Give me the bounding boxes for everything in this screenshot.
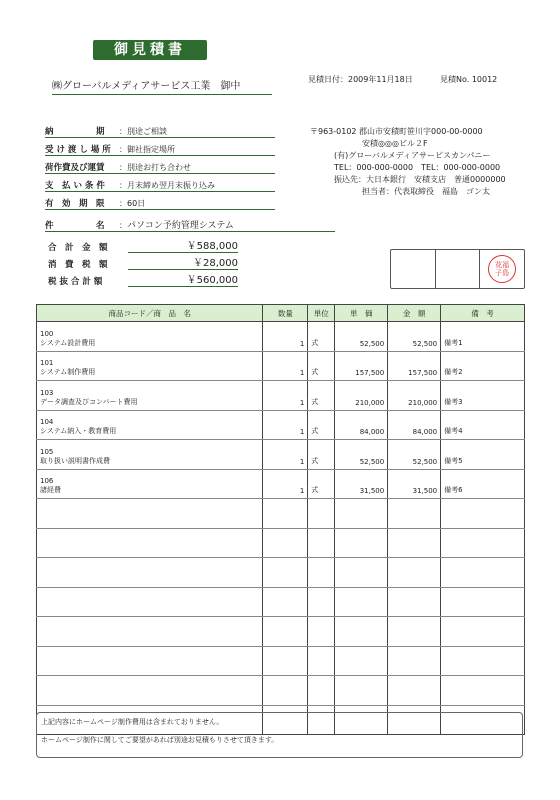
table-row-empty xyxy=(37,676,525,706)
total-value: ￥560,000 xyxy=(128,271,238,287)
qty-cell: 1 xyxy=(263,351,308,381)
stamp-cell xyxy=(436,250,481,288)
remark-line: 上記内容にホームページ制作費用は含まれておりません。 xyxy=(41,718,224,726)
table-header-row xyxy=(37,305,525,322)
total-value: ￥28,000 xyxy=(128,254,238,270)
term-label: 受 け 渡 し 場 所 xyxy=(45,145,111,155)
total-row xyxy=(48,236,238,253)
table-row xyxy=(37,351,525,381)
total-row xyxy=(48,253,238,270)
subject-label: 件 名 xyxy=(45,221,105,231)
price-cell: 52,500 xyxy=(335,322,388,352)
remarks-box xyxy=(36,712,523,758)
term-row: 納 期 ： 別途ご相談 xyxy=(45,121,275,138)
term-value: 御社指定場所 xyxy=(127,145,175,154)
stamp-cell xyxy=(391,250,436,288)
term-row: 支 払 い 条 件 ： 月末締め翌月末振り込み xyxy=(45,174,275,192)
stamp-cell xyxy=(480,250,524,288)
issuer-postal: 〒963-0102 郡山市安積町笹川字000-00-0000 xyxy=(310,127,483,136)
term-label: 納 期 xyxy=(45,127,105,137)
header-product: 商品コード／商 品 名 xyxy=(37,305,263,322)
table-row-empty xyxy=(37,646,525,676)
price-cell: 210,000 xyxy=(335,381,388,411)
header-unit: 単位 xyxy=(308,305,335,322)
amount-cell: 157,500 xyxy=(388,351,441,381)
product-cell: 105 取り扱い説明書作成費 xyxy=(37,440,263,470)
remark-line: ホームページ制作に関してご要望があれば別途お見積もりさせて頂きます。 xyxy=(41,736,279,744)
header-note: 備 考 xyxy=(441,305,525,322)
issuer-person: 担当者：代表取締役 福島 ゴン太 xyxy=(362,187,490,196)
qty-cell: 1 xyxy=(263,469,308,499)
term-label: 有 効 期 限 xyxy=(45,199,105,209)
total-label: 消 費 税 額 xyxy=(48,260,108,270)
unit-cell: 式 xyxy=(308,440,335,470)
subject-row: 件 名 ： パソコン予約管理システム xyxy=(45,216,335,232)
note-cell: 備考4 xyxy=(441,410,525,440)
table-row-empty xyxy=(37,499,525,529)
customer-name: ㈱グローバルメディアサービス工業 御中 xyxy=(52,77,272,95)
table-row xyxy=(37,322,525,352)
qty-cell: 1 xyxy=(263,322,308,352)
price-cell: 52,500 xyxy=(335,440,388,470)
total-label: 税 抜 合 計 額 xyxy=(48,277,103,287)
estimate-number: 見積No. 10012 xyxy=(440,75,498,84)
product-cell: 106 諸経費 xyxy=(37,469,263,499)
company-seal-icon: 花福 子島 xyxy=(488,255,516,283)
term-value: 60日 xyxy=(127,199,146,208)
total-value: ￥588,000 xyxy=(128,237,238,253)
terms-block xyxy=(45,121,275,210)
unit-cell: 式 xyxy=(308,410,335,440)
subject-value: パソコン予約管理システム xyxy=(127,221,234,231)
amount-cell: 52,500 xyxy=(388,322,441,352)
header-qty: 数量 xyxy=(263,305,308,322)
unit-cell: 式 xyxy=(308,322,335,352)
unit-cell: 式 xyxy=(308,351,335,381)
table-row-empty xyxy=(37,617,525,647)
product-cell: 104 システム納入・教育費用 xyxy=(37,410,263,440)
items-table xyxy=(36,304,525,735)
total-row xyxy=(48,270,238,287)
note-cell: 備考1 xyxy=(441,322,525,352)
note-cell: 備考3 xyxy=(441,381,525,411)
term-value: 別途ご相談 xyxy=(127,127,167,136)
total-label: 合 計 金 額 xyxy=(48,243,108,253)
issuer-building: 安積◎◎◎ビル２F xyxy=(362,139,428,148)
issuer-company: (有)グローバルメディアサービスカンパニー xyxy=(334,151,491,160)
table-row-empty xyxy=(37,587,525,617)
table-row-empty xyxy=(37,558,525,588)
price-cell: 84,000 xyxy=(335,410,388,440)
term-row: 荷作費及び運賃 ： 別途お打ち合わせ xyxy=(45,156,275,174)
table-row xyxy=(37,469,525,499)
issuer-phone: TEL：000-000-0000 TEL：000-000-0000 xyxy=(334,163,501,172)
issuer-block xyxy=(310,126,550,198)
totals-block xyxy=(48,236,238,287)
qty-cell: 1 xyxy=(263,381,308,411)
issuer-bank: 振込先：大日本銀行 安積支店 普通0000000 xyxy=(334,175,506,184)
table-row xyxy=(37,410,525,440)
header-price: 単 価 xyxy=(335,305,388,322)
note-cell: 備考5 xyxy=(441,440,525,470)
table-row-empty xyxy=(37,528,525,558)
header-amount: 金 額 xyxy=(388,305,441,322)
term-label: 支 払 い 条 件 xyxy=(45,181,105,191)
qty-cell: 1 xyxy=(263,410,308,440)
product-cell: 103 データ調査及びコンバート費用 xyxy=(37,381,263,411)
term-value: 別途お打ち合わせ xyxy=(127,163,191,172)
estimate-date: 見積日付：2009年11月18日 xyxy=(308,75,413,84)
document-title: 御見積書 xyxy=(93,40,207,60)
amount-cell: 210,000 xyxy=(388,381,441,411)
amount-cell: 52,500 xyxy=(388,440,441,470)
amount-cell: 84,000 xyxy=(388,410,441,440)
term-row: 有 効 期 限 ： 60日 xyxy=(45,192,275,210)
price-cell: 31,500 xyxy=(335,469,388,499)
term-row: 受 け 渡 し 場 所 ： 御社指定場所 xyxy=(45,138,275,156)
stamp-area xyxy=(390,249,525,289)
note-cell: 備考6 xyxy=(441,469,525,499)
amount-cell: 31,500 xyxy=(388,469,441,499)
unit-cell: 式 xyxy=(308,469,335,499)
price-cell: 157,500 xyxy=(335,351,388,381)
note-cell: 備考2 xyxy=(441,351,525,381)
table-row xyxy=(37,440,525,470)
term-label: 荷作費及び運賃 xyxy=(45,163,105,173)
product-cell: 101 システム制作費用 xyxy=(37,351,263,381)
product-cell: 100 システム設計費用 xyxy=(37,322,263,352)
term-value: 月末締め翌月末振り込み xyxy=(127,181,215,190)
table-row xyxy=(37,381,525,411)
qty-cell: 1 xyxy=(263,440,308,470)
unit-cell: 式 xyxy=(308,381,335,411)
